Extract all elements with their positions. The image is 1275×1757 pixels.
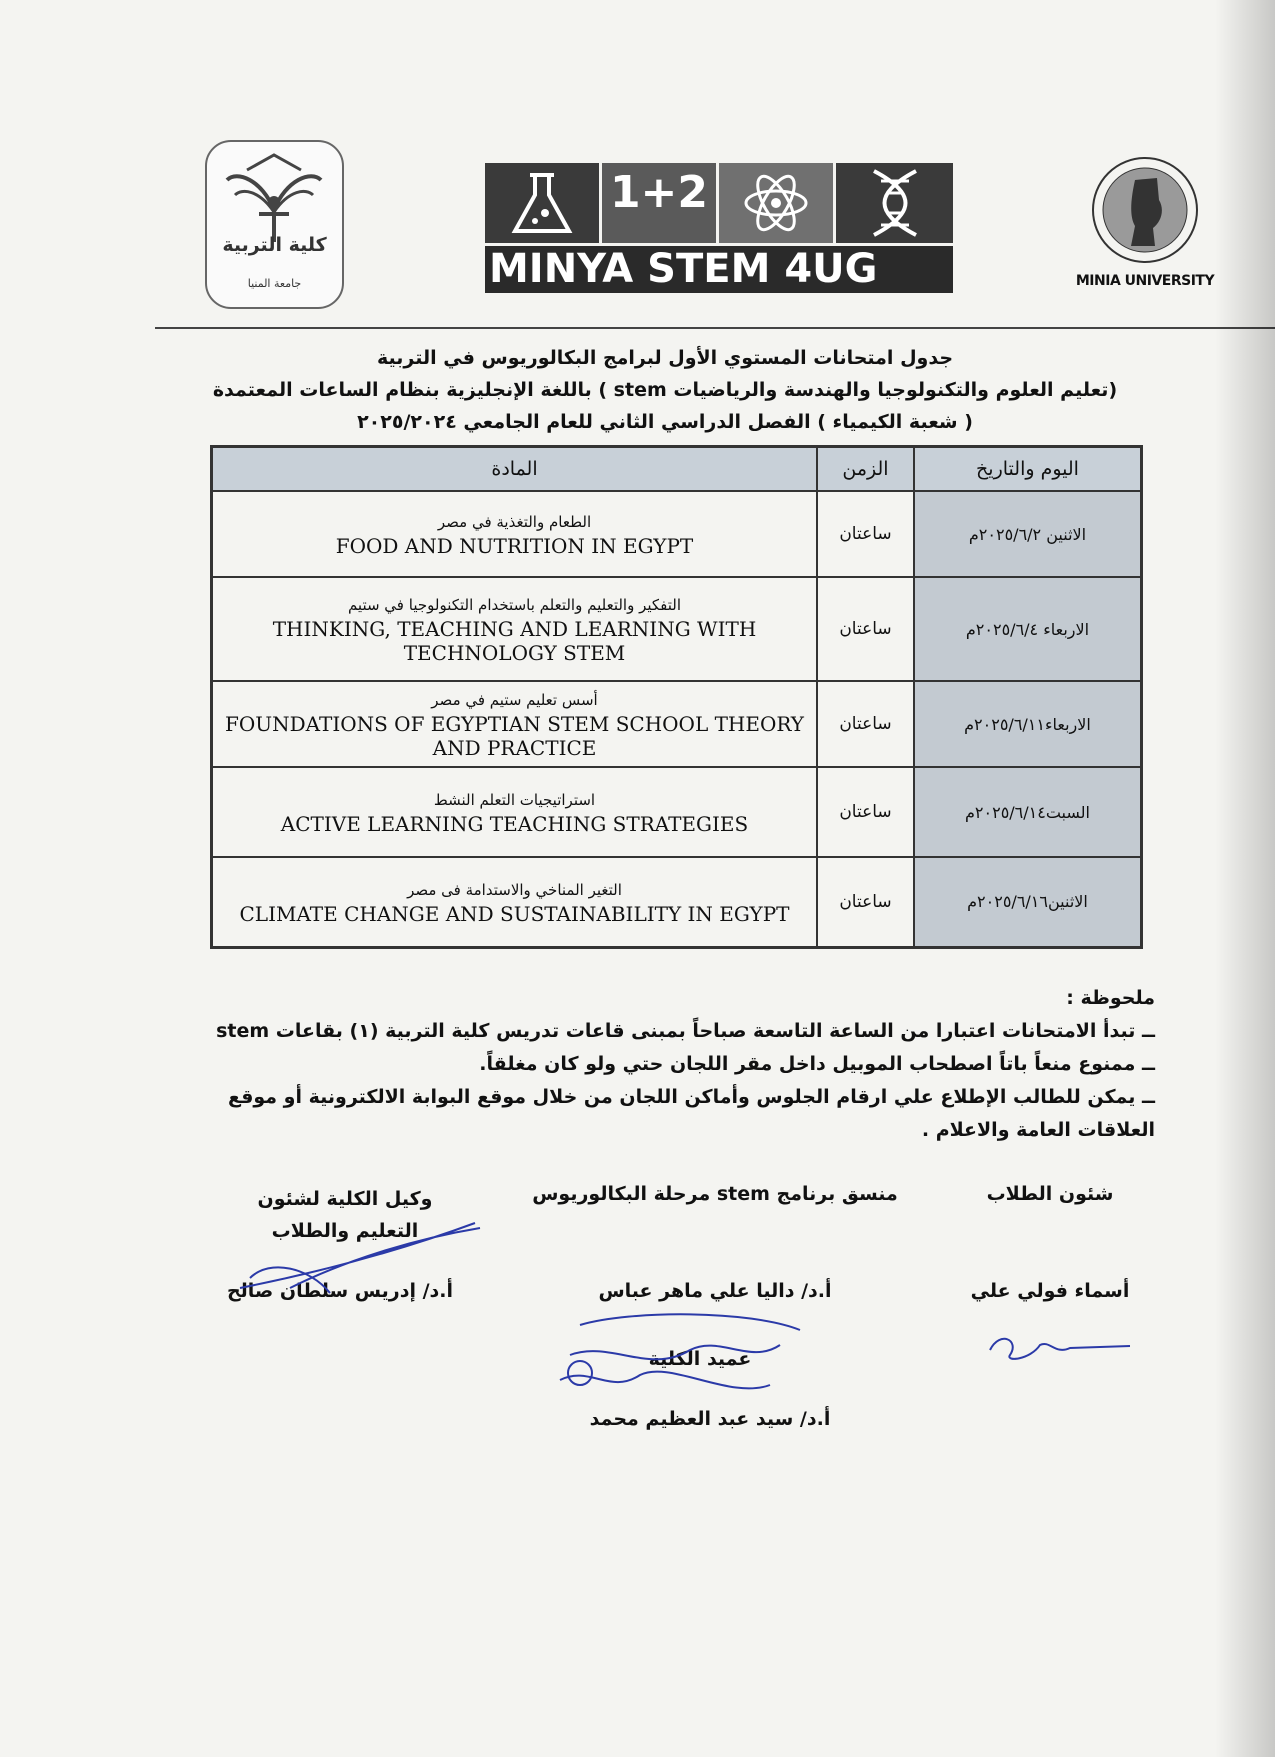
date-cell: الاثنين٢٠٢٥/٦/١٦م	[914, 857, 1142, 947]
time-cell: ساعتان	[817, 681, 914, 767]
dna-icon	[836, 163, 953, 243]
date-cell: السبت٢٠٢٥/٦/١٤م	[914, 767, 1142, 857]
table-header-row	[212, 447, 1142, 492]
notes-section	[190, 982, 1155, 1147]
note-item: ــ يمكن للطالب الإطلاع علي ارقام الجلوس وأماكن اللجان من خلال موقع البوابة الالكترونية أو موقع العلاقات العامة والاعلام .	[227, 1086, 1155, 1141]
table-row	[212, 767, 1142, 857]
subject-header: المادة	[212, 447, 818, 492]
note-item: ــ تبدأ الامتحانات اعتبارا من الساعة التاسعة صباحاً بمبنى قاعات تدريس كلية التربية (١) بقاعات stem	[216, 1020, 1155, 1042]
table-row	[212, 491, 1142, 577]
time-cell: ساعتان	[817, 491, 914, 577]
faculty-of-education-logo	[205, 140, 344, 309]
university-name: جامعة المنيا	[247, 277, 302, 290]
table-row	[212, 577, 1142, 681]
coordinator-signature	[550, 1305, 820, 1425]
minia-university-logo	[1075, 150, 1215, 300]
university-label: MINIA UNIVERSITY	[1075, 273, 1215, 289]
vice-dean-name: أ.د/ إدريس سلطان صالح	[226, 1280, 454, 1302]
minya-stem-banner	[485, 163, 953, 293]
dean-name: أ.د/ سيد عبد العظيم محمد	[589, 1408, 831, 1430]
student-affairs-title: شئون الطلاب	[986, 1183, 1114, 1205]
coordinator-title: منسق برنامج stem مرحلة البكالوريوس	[532, 1183, 898, 1205]
header-divider	[155, 327, 1275, 329]
date-cell: الاربعاء٢٠٢٥/٦/١١م	[914, 681, 1142, 767]
notes-heading: ملحوظة :	[1066, 987, 1155, 1009]
vice-dean-title: وكيل الكلية لشئون التعليم والطلاب	[257, 1188, 433, 1242]
time-cell: ساعتان	[817, 767, 914, 857]
subject-cell: التغير المناخي والاستدامة فى مصر CLIMATE CHANGE AND SUSTAINABILITY IN EGYPT	[212, 857, 818, 947]
subject-cell: الطعام والتغذية في مصر FOOD AND NUTRITION IN EGYPT	[212, 491, 818, 577]
date-cell: الاثنين ٢٠٢٥/٦/٢م	[914, 491, 1142, 577]
banner-title: MINYA STEM 4UG	[485, 246, 953, 293]
subject-cell: أسس تعليم ستيم في مصر FOUNDATIONS OF EGYPTIAN STEM SCHOOL THEORY AND PRACTICE	[212, 681, 818, 767]
date-cell: الاربعاء ٢٠٢٥/٦/٤م	[914, 577, 1142, 681]
exam-schedule-table	[210, 445, 1143, 949]
table-row	[212, 857, 1142, 947]
vice-dean-signature	[230, 1218, 490, 1308]
student-affairs-signature	[980, 1320, 1150, 1370]
coordinator-name: أ.د/ داليا علي ماهر عباس	[598, 1280, 832, 1302]
subject-cell: التفكير والتعليم والتعلم باستخدام التكنولوجيا في ستيم THINKING, TEACHING AND LEARNING WITH TECHNOLOGY STEM	[212, 577, 818, 681]
student-affairs-name: أسماء فولي علي	[970, 1280, 1130, 1302]
date-header: اليوم والتاريخ	[914, 447, 1142, 492]
book-figure-icon	[207, 150, 342, 245]
table-row	[212, 681, 1142, 767]
nefertiti-seal-icon	[1075, 150, 1215, 270]
page-edge-shadow	[1215, 0, 1275, 1757]
flask-icon	[485, 163, 599, 243]
dean-title: عميد الكلية	[648, 1348, 752, 1370]
time-header: الزمن	[817, 447, 914, 492]
atom-icon	[719, 163, 833, 243]
subject-cell: استراتيجيات التعلم النشط ACTIVE LEARNING TEACHING STRATEGIES	[212, 767, 818, 857]
schedule-term: ( شعبة الكيمياء ) الفصل الدراسي الثاني للعام الجامعي ٢٠٢٥/٢٠٢٤	[357, 411, 973, 433]
time-cell: ساعتان	[817, 577, 914, 681]
banner-number: 1+2	[609, 167, 709, 218]
faculty-name: كلية التربية	[222, 234, 327, 256]
schedule-subtitle: (تعليم العلوم والتكنولوجيا والهندسة والرياضيات stem ) باللغة الإنجليزية بنظام الساعات المعتمدة	[212, 379, 1118, 401]
time-cell: ساعتان	[817, 857, 914, 947]
note-item: ــ ممنوع منعاً باتاً اصطحاب الموبيل داخل مقر اللجان حتي ولو كان مغلقاً.	[479, 1053, 1155, 1075]
schedule-title: جدول امتحانات المستوي الأول لبرامج البكالوريوس في التربية	[376, 347, 954, 369]
